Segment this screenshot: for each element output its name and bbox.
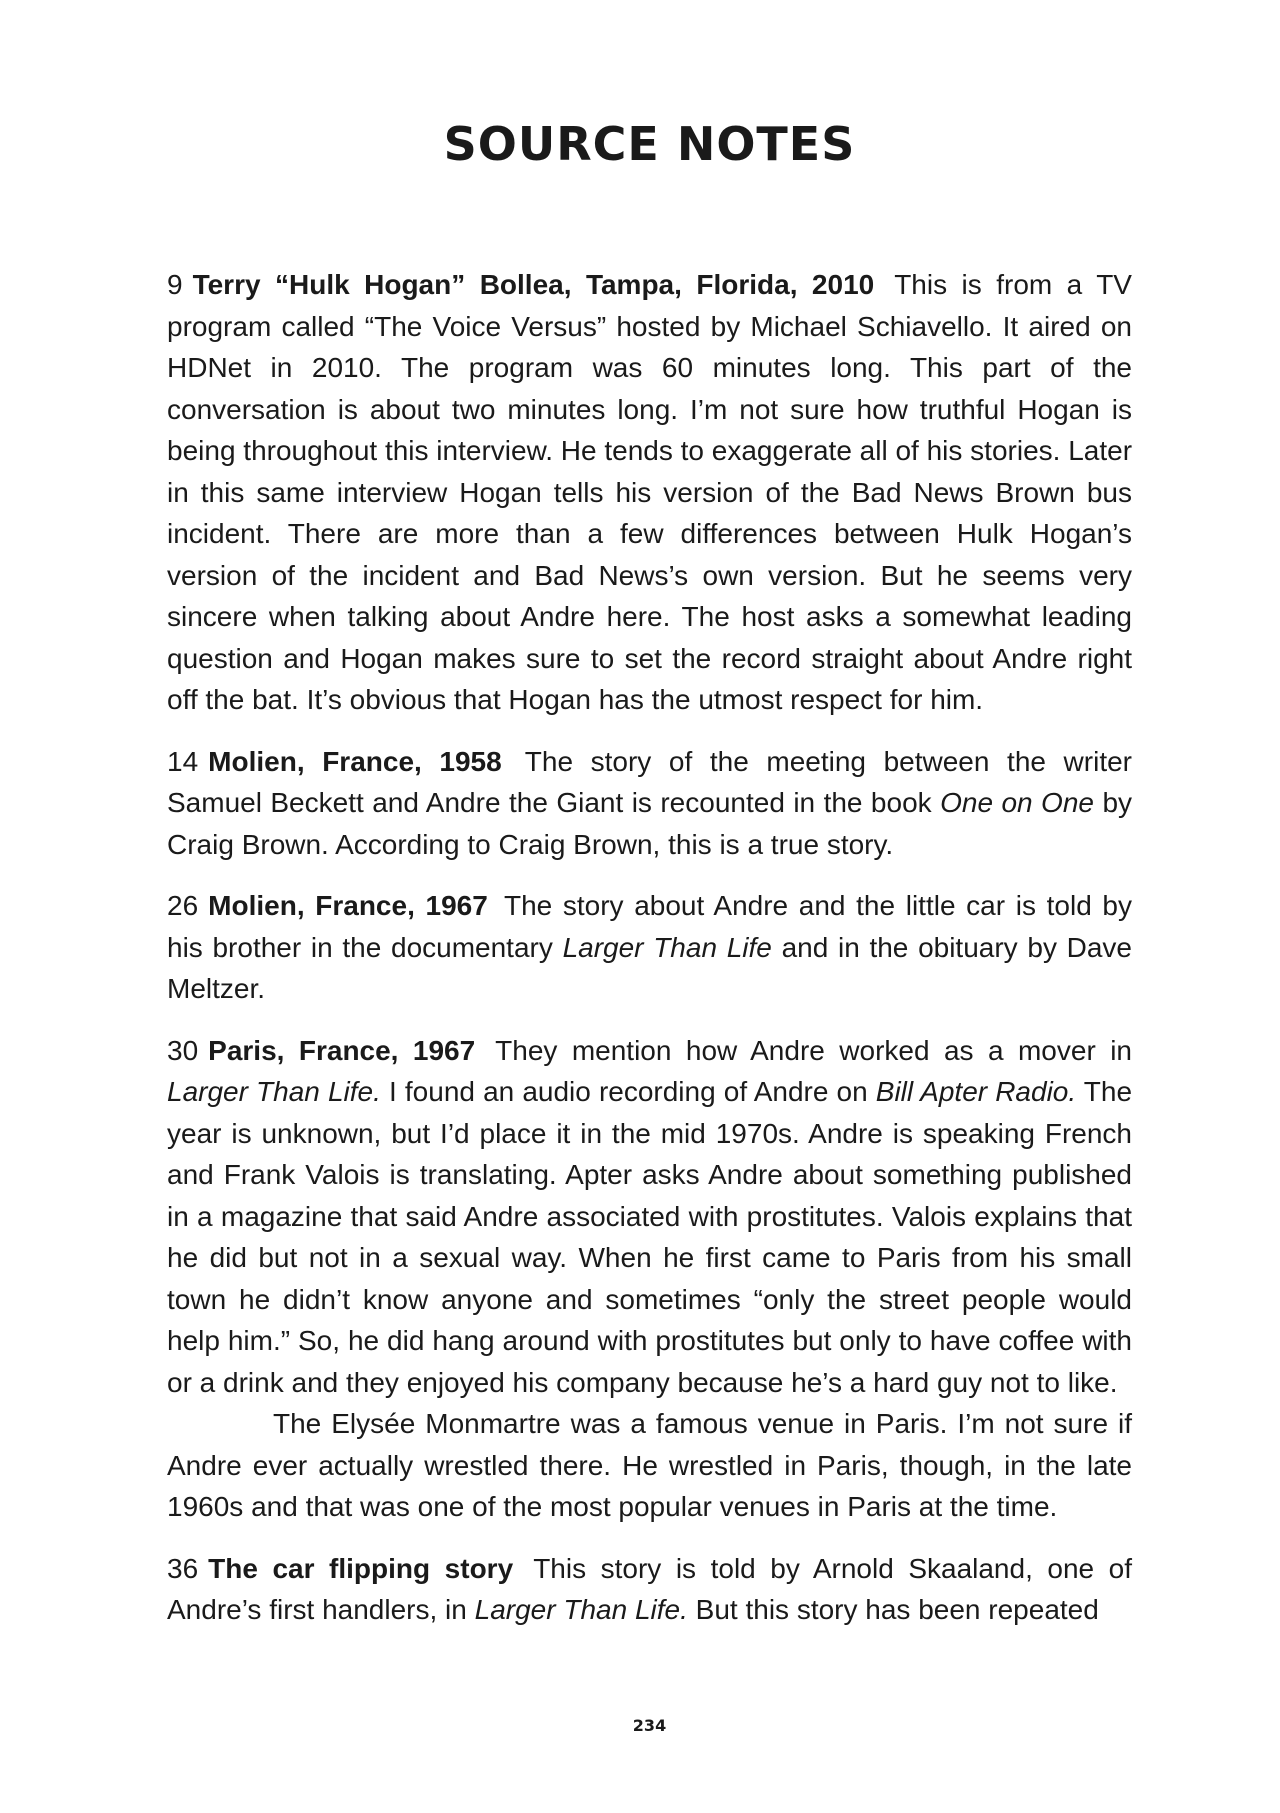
note-page-number: 26 <box>167 890 199 921</box>
note-heading: Molien, France, 1958 <box>208 745 502 777</box>
note-text: But this story has been repeated <box>695 1594 1099 1625</box>
page-title: SOURCE NOTES <box>443 117 856 171</box>
note-title-italic: Larger Than Life. <box>474 1594 688 1625</box>
note-entry <box>167 1030 1132 1404</box>
note-text: I found an audio recording of Andre on <box>389 1076 868 1107</box>
note-title-italic: One on One <box>940 787 1094 818</box>
note-title-italic: Larger Than Life. <box>167 1076 381 1107</box>
note-text: This is from a TV program called “The Voice Versus” hosted by Michael Schiavello. It aired on HDNet in 2010. The program was 60 minutes long. This part of the conversation is about two minutes long. I’m not sure how truthful Hogan is being throughout this interview. He tends to exaggerate all of his stories. Later in this same interview Hogan tells his version of the Bad News Brown bus incident. There are more than a few differences between Hulk Hogan’s version of the incident and Bad News’s own version. But he seems very sincere when talking about Andre here. The host asks a somewhat leading question and Hogan makes sure to set the record straight about Andre right off the bat. It’s obvious that Hogan has the utmost respect for him. <box>167 269 1133 715</box>
note-entry <box>167 1548 1132 1631</box>
page <box>167 0 1132 1813</box>
note-title-italic: Bill Apter Radio. <box>875 1076 1077 1107</box>
note-text: and in the obituary by Dave Meltzer. <box>167 931 1133 1004</box>
note-text: The year is unknown, but I’d place it in the mid 1970s. Andre is speaking French and Frank Valois is translating. Apter asks Andre about something published in a magazine that said Andre associated with prostitutes. Valois explains that he did but not in a sexual way. When he first came to Paris from his small town he didn’t know anyone and sometimes “only the street people would help him.” So, he did hang around with prostitutes but only to have coffee with or a drink and they enjoyed his company because he’s a hard guy not to like. <box>167 1076 1133 1398</box>
note-text: by Craig Brown. According to Craig Brown, this is a true story. <box>167 787 1133 860</box>
note-entry <box>167 741 1132 866</box>
note-title-italic: Larger Than Life <box>562 931 772 963</box>
note-text: They mention how Andre worked as a mover in <box>495 1034 1133 1066</box>
note-text: This story is told by Arnold Skaaland, one of Andre’s first handlers, in <box>167 1552 1133 1625</box>
note-heading: The car flipping story <box>208 1552 514 1584</box>
note-entry <box>167 264 1132 721</box>
page-number: 234 <box>632 1716 667 1735</box>
note-page-number: 36 <box>167 1552 199 1584</box>
note-heading: Paris, France, 1967 <box>208 1034 476 1066</box>
note-entry <box>167 885 1132 1010</box>
note-heading: Molien, France, 1967 <box>208 890 488 921</box>
note-page-number: 9 <box>167 269 183 300</box>
note-text: The story of the meeting between the writer Samuel Beckett and Andre the Giant is recounted in the book <box>167 745 1132 818</box>
note-continuation-paragraph: The Elysée Monmartre was a famous venue in Paris. I’m not sure if Andre ever actually wrestled there. He wrestled in Paris, though, in the late 1960s and that was one of the most popular venues in Paris at the time. <box>167 1408 1132 1522</box>
notes-list <box>167 264 1132 1651</box>
note-page-number: 30 <box>167 1034 199 1066</box>
note-heading: Terry “Hulk Hogan” Bollea, Tampa, Florida, 2010 <box>192 269 875 300</box>
note-page-number: 14 <box>167 745 199 777</box>
note-text: The story about Andre and the little car is told by his brother in the documentary <box>167 890 1132 963</box>
